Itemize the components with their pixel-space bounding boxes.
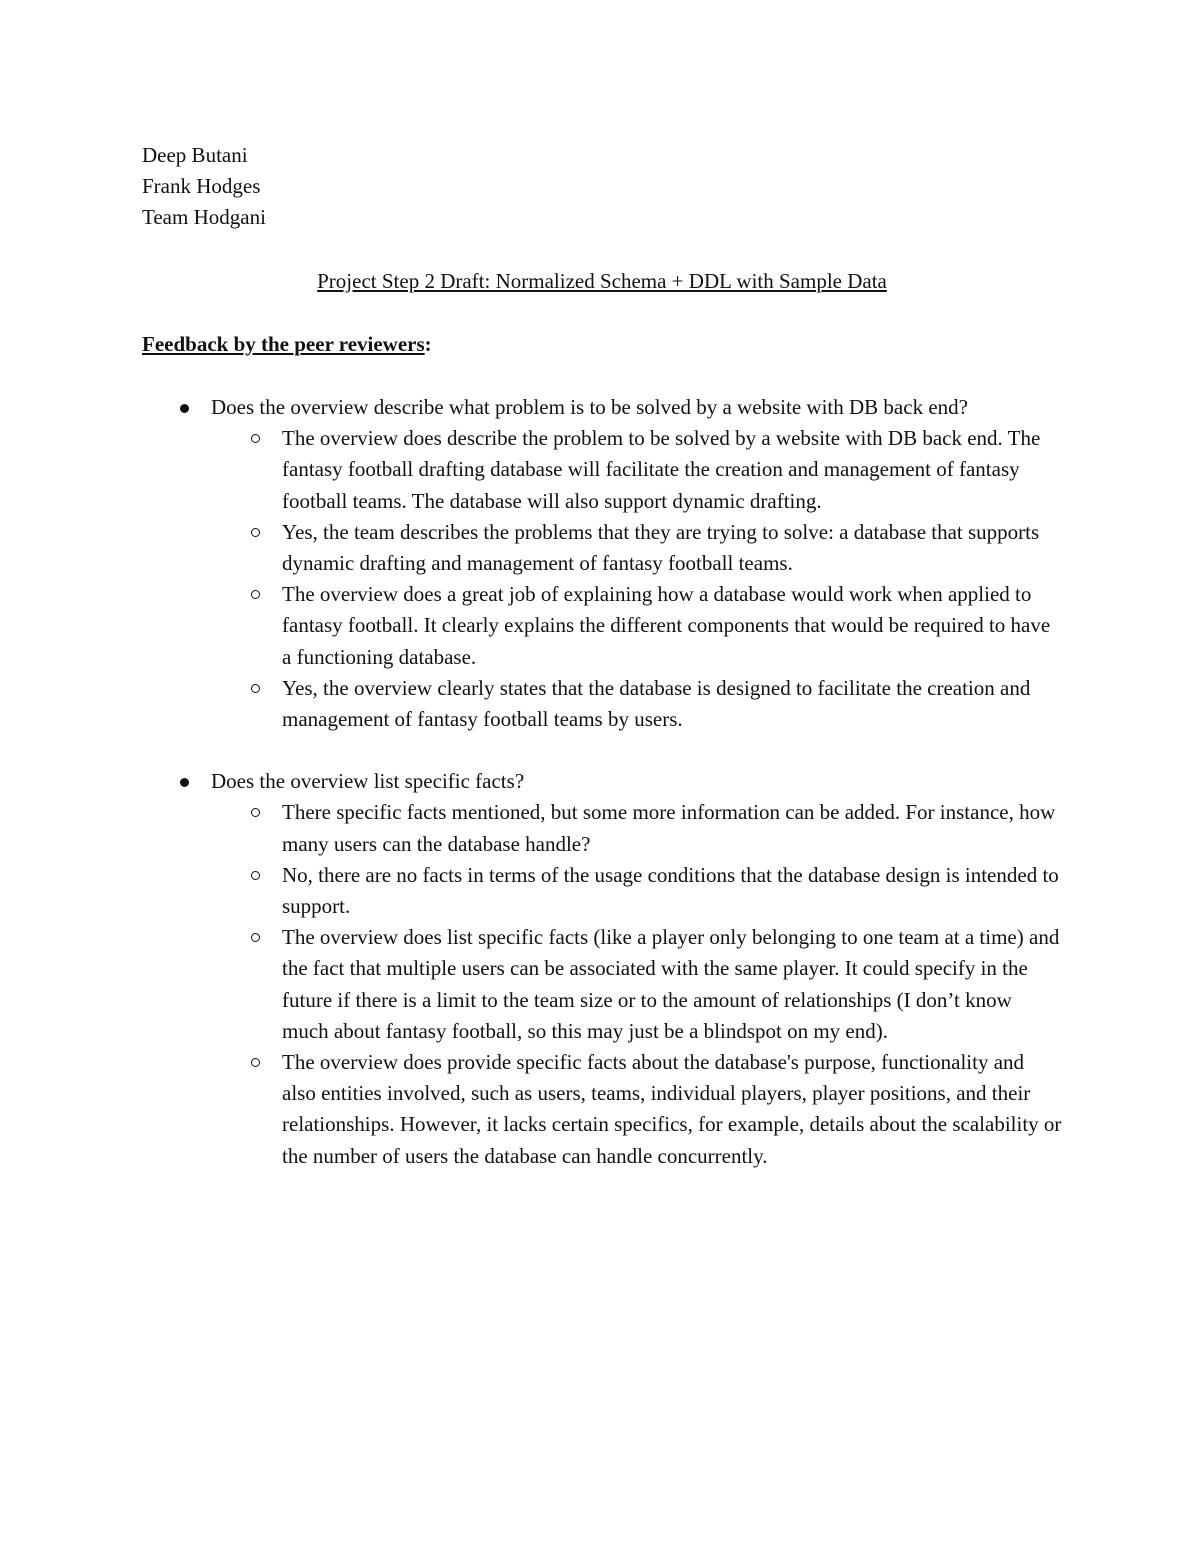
author-name: Deep Butani <box>142 143 248 167</box>
hollow-bullet-icon <box>251 684 260 693</box>
answer-item <box>211 797 1062 859</box>
answer-text: No, there are no facts in terms of the usage conditions that the database design is intended to support. <box>282 862 1059 919</box>
section-heading-suffix: : <box>424 331 432 356</box>
answer-text: The overview does a great job of explaining how a database would work when applied to fantasy football. It clearly explains the different components that would be required to have a functioning database. <box>282 582 1051 669</box>
hollow-bullet-icon <box>251 871 260 880</box>
answer-list <box>211 423 1062 735</box>
hollow-bullet-icon <box>251 590 260 599</box>
answer-text: Yes, the overview clearly states that the database is designed to facilitate the creation and management of fantasy football teams by users. <box>282 675 1031 732</box>
answer-item <box>211 423 1062 517</box>
team-name: Team Hodgani <box>142 205 266 230</box>
answer-text: There specific facts mentioned, but some more information can be added. For instance, how many users can the database handle? <box>282 800 1056 856</box>
filled-bullet-icon <box>180 778 189 787</box>
question-item <box>142 766 1062 1172</box>
answer-text: The overview does describe the problem to be solved by a website with DB back end. The fantasy football drafting database will facilitate the creation and management of fantasy football teams. The database will also support dynamic drafting. <box>282 426 1041 513</box>
question-item <box>142 392 1062 735</box>
document-title: Project Step 2 Draft: Normalized Schema + DDL with Sample Data <box>317 268 887 293</box>
hollow-bullet-icon <box>251 1058 260 1067</box>
hollow-bullet-icon <box>251 434 260 443</box>
section-heading <box>142 329 1062 360</box>
question-list <box>142 392 1062 1172</box>
answer-item <box>211 517 1062 579</box>
question-text: Does the overview describe what problem is to be solved by a website with DB back end? <box>211 395 968 420</box>
hollow-bullet-icon <box>251 528 260 537</box>
answer-item <box>211 579 1062 673</box>
hollow-bullet-icon <box>251 933 260 942</box>
answer-text: The overview does list specific facts (like a player only belonging to one team at a time) and the fact that multiple users can be associated with the same player. It could specify in the future if there is a limit to the team size or to the amount of relationships (I don’t know much about fantasy football, so this may just be a blindspot on my end). <box>282 925 1060 1043</box>
hollow-bullet-icon <box>251 808 260 817</box>
section-heading-text: Feedback by the peer reviewers <box>142 331 425 356</box>
answer-item <box>211 860 1062 922</box>
answer-item <box>211 673 1062 735</box>
filled-bullet-icon <box>180 404 189 413</box>
document-content <box>142 140 1062 1172</box>
answer-item <box>211 922 1062 1047</box>
author-name: Frank Hodges <box>142 174 261 199</box>
question-text: Does the overview list specific facts? <box>211 769 525 794</box>
author-block <box>142 140 1062 234</box>
answer-list <box>211 797 1062 1171</box>
answer-text: Yes, the team describes the problems that they are trying to solve: a database that supports dynamic drafting and management of fantasy football teams. <box>282 519 1040 576</box>
answer-item <box>211 1047 1062 1172</box>
answer-text: The overview does provide specific facts about the database's purpose, functionality and also entities involved, such as users, teams, individual players, player positions, and their relationships. However, it lacks certain specifics, for example, details about the scalability or the number of users the database can handle concurrently. <box>282 1050 1062 1168</box>
